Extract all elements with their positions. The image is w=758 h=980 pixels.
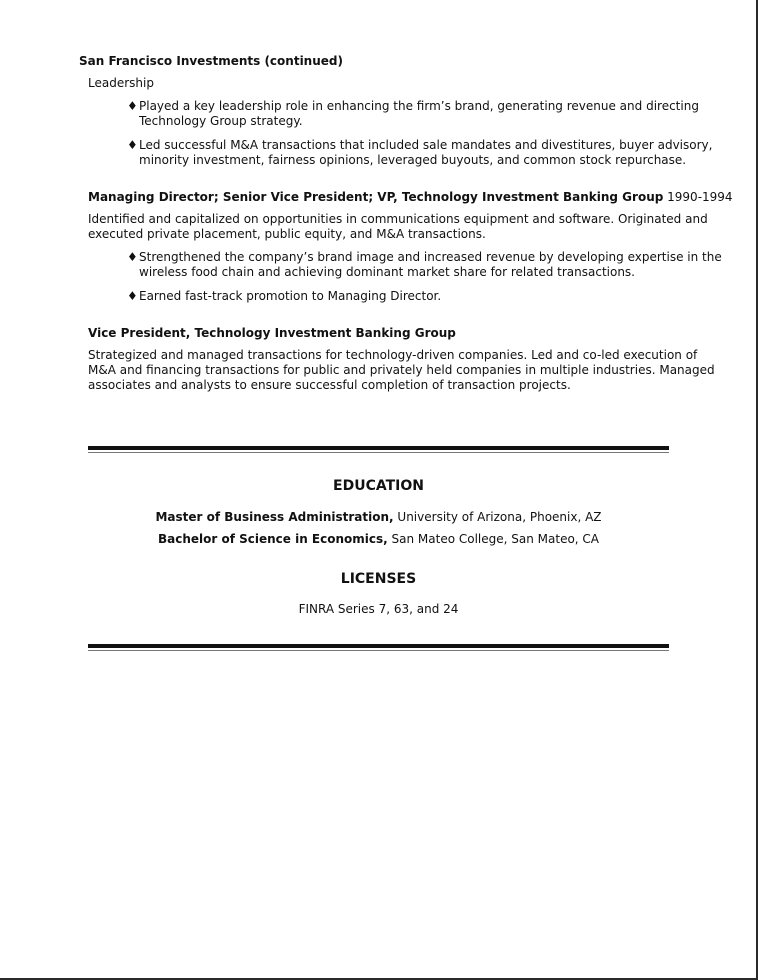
role-md-title: Managing Director; Senior Vice President; VP, Technology Investment Banking Group (88, 190, 664, 204)
section-divider-shadow (88, 452, 669, 453)
section-divider (88, 446, 669, 450)
bullet-icon: ♦ (127, 289, 138, 303)
section-title-continued: San Francisco Investments (continued) (79, 54, 343, 68)
role-vp-summary: Strategized and managed transactions for technology-driven companies. Led and co-led execution of (88, 348, 698, 362)
role-md-summary: Identified and capitalized on opportunities in communications equipment and software. Originated and (88, 212, 708, 226)
role-vp-title: Vice President, Technology Investment Banking Group (88, 326, 456, 340)
role-md-summary: executed private placement, public equity, and M&A transactions. (88, 227, 486, 241)
section-divider (88, 644, 669, 648)
school-name: San Mateo College, San Mateo, CA (391, 532, 600, 546)
role-md-heading (88, 189, 733, 205)
bullet-icon: ♦ (127, 250, 138, 264)
bullet-text: Strengthened the company’s brand image and increased revenue by developing expertise in the (139, 250, 722, 264)
role-vp-summary: associates and analysts to ensure successful completion of transaction projects. (88, 378, 571, 392)
bullet-text: wireless food chain and achieving dominant market share for related transactions. (139, 265, 635, 279)
education-entry (88, 531, 669, 547)
education-heading: EDUCATION (333, 478, 424, 494)
subheading-leadership: Leadership (88, 76, 154, 90)
licenses-text: FINRA Series 7, 63, and 24 (298, 602, 459, 616)
bullet-text: minority investment, fairness opinions, leveraged buyouts, and common stock repurchase. (139, 153, 687, 167)
degree-name: Bachelor of Science in Economics, (157, 532, 388, 546)
role-vp-summary: M&A and financing transactions for public and privately held companies in multiple industries. Managed (88, 363, 715, 377)
bullet-text: Led successful M&A transactions that included sale mandates and divestitures, buyer advisory, (139, 138, 713, 152)
bullet-text: Played a key leadership role in enhancing the firm’s brand, generating revenue and directing (139, 99, 699, 113)
section-divider-shadow (88, 650, 669, 651)
education-entry (88, 509, 669, 525)
role-md-dates: 1990-1994 (667, 190, 733, 204)
bullet-text: Earned fast-track promotion to Managing Director. (139, 289, 442, 303)
school-name: University of Arizona, Phoenix, AZ (397, 510, 602, 524)
licenses-heading: LICENSES (340, 571, 417, 587)
bullet-text: Technology Group strategy. (139, 114, 303, 128)
degree-name: Master of Business Administration, (155, 510, 394, 524)
bullet-icon: ♦ (127, 99, 138, 113)
bullet-icon: ♦ (127, 138, 138, 152)
